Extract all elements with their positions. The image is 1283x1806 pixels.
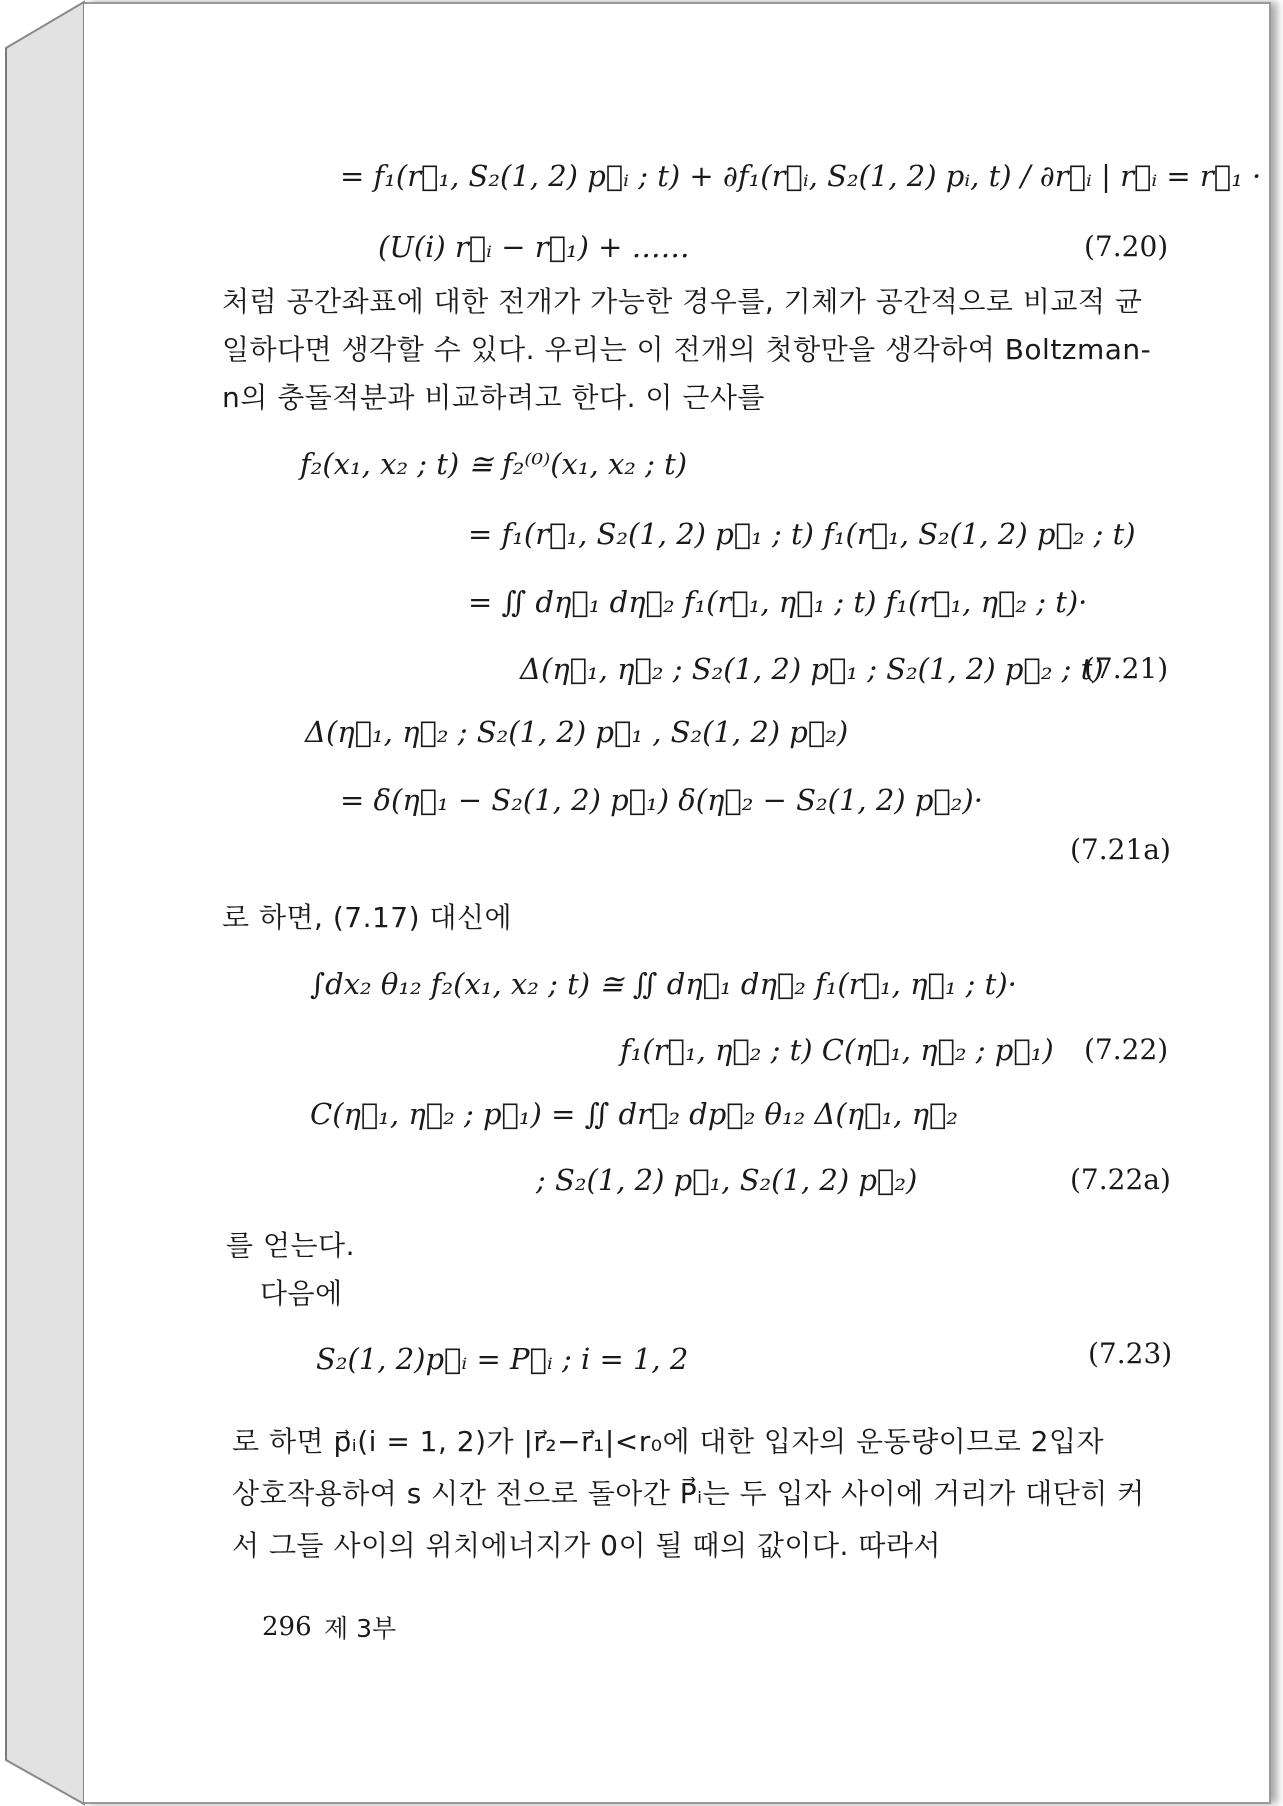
part-label: 제 3부 (324, 1614, 397, 1643)
page-number: 296 (262, 1612, 312, 1642)
equation-number-7-22: (7.22) (1084, 1033, 1169, 1066)
equation-7-22a-line-2: ; S₂(1, 2) p⃗₁, S₂(1, 2) p⃗₂) (536, 1163, 918, 1197)
paragraph-1-line-1: 처럼 공간좌표에 대한 전개가 가능한 경우를, 기체가 공간적으로 비교적 균 (222, 285, 1143, 318)
equation-number-7-21: (7.21) (1084, 652, 1169, 685)
paragraph-1-line-3: n의 충돌적분과 비교하려고 한다. 이 근사를 (222, 381, 765, 414)
equation-7-21-line-3: = ∬ dη⃗₁ dη⃗₂ f₁(r⃗₁, η⃗₁ ; t) f₁(r⃗₁, η⃗₂ ; t)· (468, 585, 1088, 619)
equation-7-21-line-1: f₂(x₁, x₂ ; t) ≅ f₂⁽⁰⁾(x₁, x₂ ; t) (300, 447, 688, 481)
equation-7-20-line-2: (U(i) r⃗ᵢ − r⃗₁) + …… (378, 230, 690, 264)
equation-number-7-20: (7.20) (1084, 230, 1169, 263)
equation-7-22a-line-1: C(η⃗₁, η⃗₂ ; p⃗₁) = ∬ dr⃗₂ dp⃗₂ θ₁₂ Δ(η⃗₁, η⃗₂ (310, 1097, 958, 1131)
equation-7-21a-line-1: Δ(η⃗₁, η⃗₂ ; S₂(1, 2) p⃗₁ , S₂(1, 2) p⃗₂) (305, 715, 849, 749)
equation-7-21-line-4: Δ(η⃗₁, η⃗₂ ; S₂(1, 2) p⃗₁ ; S₂(1, 2) p⃗₂ ; t) (520, 652, 1104, 686)
equation-7-23: S₂(1, 2)p⃗ᵢ = P⃗ᵢ ; i = 1, 2 (316, 1342, 689, 1376)
equation-7-22-line-2: f₁(r⃗₁, η⃗₂ ; t) C(η⃗₁, η⃗₂ ; p⃗₁) (620, 1033, 1054, 1067)
equation-7-22-line-1: ∫dx₂ θ₁₂ f₂(x₁, x₂ ; t) ≅ ∬ dη⃗₁ dη⃗₂ f₁(r⃗₁, η⃗₁ ; t)· (310, 967, 1017, 1001)
equation-number-7-21a: (7.21a) (1070, 833, 1171, 866)
paragraph-5-line-2: 상호작용하여 s 시간 전으로 돌아간 P⃗ᵢ는 두 입자 사이에 거리가 대단히 커 (232, 1477, 1145, 1510)
paragraph-1-line-2: 일하다면 생각할 수 있다. 우리는 이 전개의 첫항만을 생각하여 Boltzman- (222, 333, 1152, 366)
equation-7-20-line-1: = f₁(r⃗₁, S₂(1, 2) p⃗ᵢ ; t) + ∂f₁(r⃗ᵢ, S₂(1, 2) pᵢ, t) / ∂r⃗ᵢ | r⃗ᵢ = r⃗₁ · (340, 159, 1262, 193)
paragraph-2: 로 하면, (7.17) 대신에 (222, 901, 513, 934)
equation-7-21-line-2: = f₁(r⃗₁, S₂(1, 2) p⃗₁ ; t) f₁(r⃗₁, S₂(1, 2) p⃗₂ ; t) (468, 517, 1136, 551)
equation-number-7-22a: (7.22a) (1070, 1163, 1171, 1196)
paragraph-5-line-1: 로 하면 p⃗ᵢ(i = 1, 2)가 |r⃗₂−r⃗₁|<r₀에 대한 입자의 운동량이므로 2입자 (232, 1425, 1105, 1458)
paragraph-3: 를 얻는다. (226, 1229, 355, 1262)
equation-7-21a-line-2: = δ(η⃗₁ − S₂(1, 2) p⃗₁) δ(η⃗₂ − S₂(1, 2) p⃗₂)· (340, 783, 983, 817)
paragraph-4: 다음에 (260, 1277, 343, 1310)
equation-number-7-23: (7.23) (1088, 1337, 1173, 1370)
paragraph-5-line-3: 서 그들 사이의 위치에너지가 0이 될 때의 값이다. 따라서 (232, 1529, 941, 1562)
